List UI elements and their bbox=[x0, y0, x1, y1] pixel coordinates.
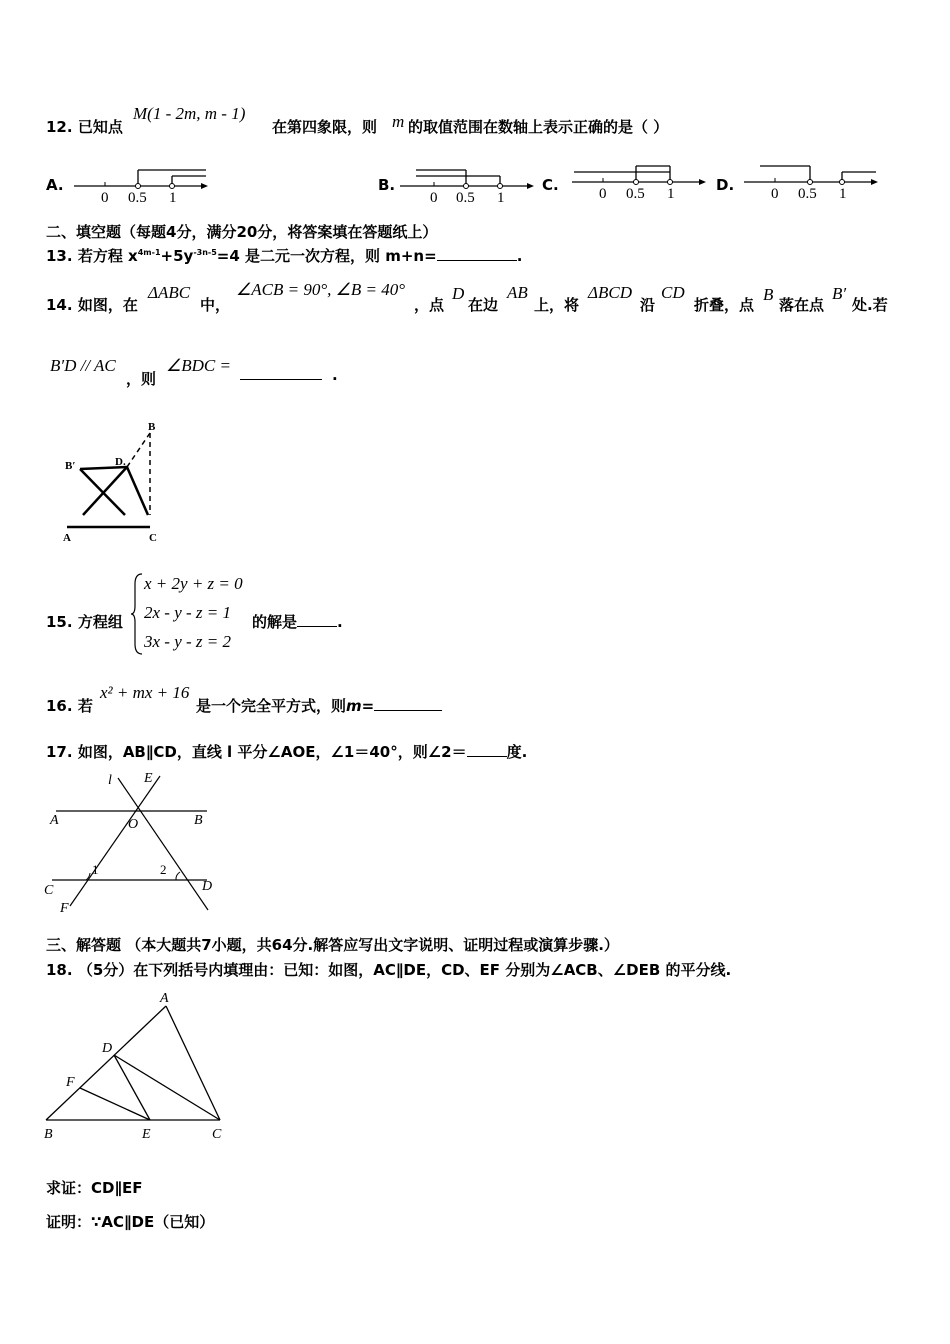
q12-option-b-numberline bbox=[398, 162, 538, 206]
q16-answer-blank bbox=[374, 710, 442, 711]
q18-text: 18. （5分）在下列括号内填理由：已知：如图，AC∥DE，CD、EF 分别为∠ACB、∠DEB 的平分线. bbox=[46, 961, 732, 979]
q18-fig-D: D bbox=[102, 1041, 113, 1056]
section-2-heading: 二、填空题（每题4分，满分20分，将答案填在答题纸上） bbox=[46, 223, 438, 241]
section-3-heading: 三、解答题 （本大题共7小题，共64分.解答应写出文字说明、证明过程或演算步骤.） bbox=[46, 936, 619, 954]
q14-t10: ，则 bbox=[126, 370, 157, 388]
tick-0: 0 bbox=[771, 186, 779, 202]
q14-t2: 中， bbox=[200, 296, 231, 314]
tick-05: 0.5 bbox=[798, 186, 817, 202]
q12-var: m bbox=[392, 112, 405, 131]
q17-fig-O: O bbox=[128, 817, 139, 832]
q14-figure bbox=[55, 415, 170, 550]
q17-fig-A: A bbox=[50, 813, 59, 828]
q17-fig-1: 1 bbox=[92, 862, 99, 877]
q15-eq-3: 3x - y - z = 2 bbox=[144, 632, 232, 651]
q17-fig-l: l bbox=[108, 773, 112, 788]
q14-CD: CD bbox=[661, 283, 685, 302]
q16-label: 16. 若 bbox=[46, 697, 93, 715]
q14-fig-B: B bbox=[148, 421, 156, 433]
q17-fig-B: B bbox=[194, 813, 203, 828]
tick-1: 1 bbox=[497, 190, 505, 206]
q14-fig-A: A bbox=[63, 532, 71, 544]
q12-option-b-label: B. bbox=[378, 176, 396, 194]
q14-fig-C: C bbox=[149, 532, 157, 544]
tick-05: 0.5 bbox=[456, 190, 475, 206]
q15-eq-1: x + 2y + z = 0 bbox=[144, 574, 243, 593]
q14-t7: 折叠，点 bbox=[694, 296, 755, 314]
tick-1: 1 bbox=[839, 186, 847, 202]
q13-answer-blank bbox=[437, 260, 517, 261]
q15-brace bbox=[130, 572, 144, 656]
q14-t4: 在边 bbox=[468, 296, 499, 314]
q14-AB: AB bbox=[507, 283, 528, 302]
q14-fig-D: D. bbox=[115, 456, 126, 468]
tick-0: 0 bbox=[101, 190, 109, 206]
q12-option-a-numberline bbox=[72, 162, 212, 206]
q17-fig-E: E bbox=[144, 771, 153, 786]
tick-05: 0.5 bbox=[128, 190, 147, 206]
q16-post: 是一个完全平方式，则m= bbox=[196, 695, 442, 716]
q12-option-c-numberline bbox=[570, 158, 710, 202]
q12-option-c-label: C. bbox=[542, 176, 559, 194]
tick-1: 1 bbox=[667, 186, 675, 202]
q17-fig-F: F bbox=[60, 901, 69, 916]
q15-eq-2: 2x - y - z = 1 bbox=[144, 603, 232, 622]
q17-figure bbox=[42, 766, 222, 918]
q18-fig-C: C bbox=[212, 1127, 222, 1142]
q14-angle: ∠BDC = bbox=[166, 356, 231, 375]
tick-0: 0 bbox=[599, 186, 607, 202]
q17-text: 17. 如图，AB∥CD，直线 l 平分∠AOE，∠1＝40°，则∠2＝ 度. bbox=[46, 743, 528, 761]
q14-t3: ，点 bbox=[414, 296, 445, 314]
q14-answer-blank bbox=[240, 379, 322, 380]
q12-mid: 在第四象限，则 bbox=[272, 118, 378, 136]
q14-triangle2: ΔBCD bbox=[588, 283, 632, 302]
q12-option-d-numberline bbox=[742, 158, 882, 202]
q16-expression: x² + mx + 16 bbox=[100, 683, 190, 702]
q18-figure bbox=[38, 988, 233, 1143]
q14-t6: 沿 bbox=[640, 296, 656, 314]
q15-post: 的解是 . bbox=[252, 613, 343, 631]
q14-B: B bbox=[763, 285, 774, 304]
q12-point: M(1 - 2m, m - 1) bbox=[133, 104, 246, 123]
q14-triangle: ΔABC bbox=[148, 283, 191, 302]
q18-proof: 证明：∵AC∥DE（已知） bbox=[46, 1213, 215, 1231]
q15-answer-blank bbox=[297, 626, 337, 627]
q14-Bp: B′ bbox=[832, 284, 847, 303]
q18-fig-E: E bbox=[142, 1127, 151, 1142]
q12-post: 的取值范围在数轴上表示正确的是（ ） bbox=[408, 118, 669, 136]
tick-1: 1 bbox=[169, 190, 177, 206]
q12-option-d-label: D. bbox=[716, 176, 735, 194]
q18-fig-B: B bbox=[44, 1127, 53, 1142]
q15-label: 15. 方程组 bbox=[46, 613, 123, 631]
q18-fig-F: F bbox=[66, 1075, 75, 1090]
q12: 12. 已知点 bbox=[46, 118, 123, 136]
q14-num: 14. 如图，在 bbox=[46, 296, 138, 314]
q14-t5: 上，将 bbox=[534, 296, 580, 314]
q14-t8: 落在点 bbox=[779, 296, 825, 314]
q17-fig-C: C bbox=[44, 883, 54, 898]
q14-answer: . bbox=[240, 366, 338, 384]
q14-t9: 处.若 bbox=[852, 296, 888, 314]
tick-05: 0.5 bbox=[626, 186, 645, 202]
q14-D: D bbox=[452, 284, 465, 303]
q14-condition: ∠ACB = 90°, ∠B = 40° bbox=[236, 280, 406, 299]
q14-condition2: B′D // AC bbox=[50, 356, 116, 375]
q18-fig-A: A bbox=[160, 991, 169, 1006]
q17-fig-2: 2 bbox=[160, 862, 167, 877]
q14-fig-Bp: B′ bbox=[65, 460, 76, 472]
q13: 13. 若方程 $x^{4m-1}+5y^{-3n-5}=4$ 是二元一次方程，则 m+n= . bbox=[46, 247, 523, 265]
tick-0: 0 bbox=[430, 190, 438, 206]
q17-answer-blank bbox=[467, 756, 507, 757]
q17-fig-D: D bbox=[202, 879, 213, 894]
q12-option-a-label: A. bbox=[46, 176, 64, 194]
q18-prove: 求证：CD∥EF bbox=[46, 1179, 143, 1197]
